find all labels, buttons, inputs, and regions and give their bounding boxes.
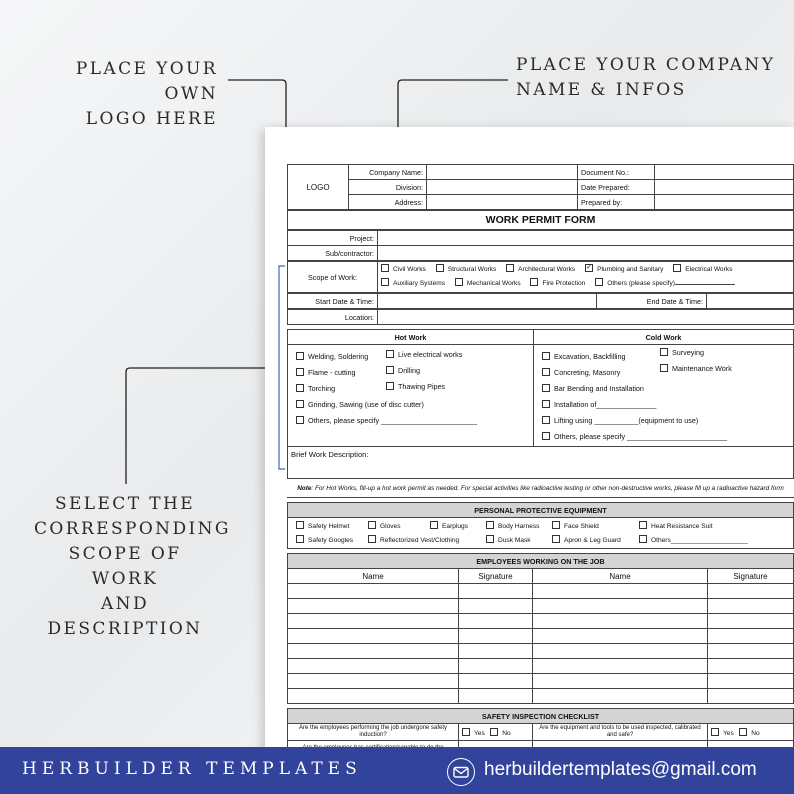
checkbox[interactable] <box>542 352 550 360</box>
project-label: Project: <box>288 231 378 246</box>
option-label: Welding, Soldering <box>308 352 369 361</box>
ppe-option[interactable] <box>486 521 552 530</box>
table-row <box>288 614 794 629</box>
work-permit-form <box>287 164 794 756</box>
checkbox[interactable] <box>386 382 394 390</box>
option-label: Safety Helmet <box>308 523 350 530</box>
scope-option-label: Architectural Works <box>518 266 576 273</box>
option-label: Reflectorized Vest/Clothing <box>380 537 460 544</box>
option-label: Torching <box>308 384 336 393</box>
cold-work-option[interactable] <box>660 361 732 377</box>
checkbox[interactable] <box>296 352 304 360</box>
option-label: Live electrical works <box>398 350 463 359</box>
location-field[interactable] <box>378 310 794 325</box>
location-table <box>287 309 794 325</box>
name-cell[interactable] <box>288 644 459 659</box>
signature-cell[interactable] <box>708 659 794 674</box>
checkbox[interactable] <box>530 278 538 286</box>
checkbox[interactable] <box>542 432 550 440</box>
checkbox[interactable] <box>542 416 550 424</box>
checkbox[interactable] <box>368 535 376 543</box>
ppe-option[interactable] <box>552 535 639 544</box>
checkbox[interactable] <box>381 264 389 272</box>
employees-table <box>287 553 794 704</box>
name-cell[interactable] <box>533 599 708 614</box>
ppe-options <box>288 518 794 549</box>
table-row <box>288 644 794 659</box>
scope-option-label: Electrical Works <box>685 266 733 273</box>
scope-callout-line: CORRESPONDING <box>34 519 231 539</box>
name-cell[interactable] <box>533 614 708 629</box>
form-paper <box>265 127 794 767</box>
header-table <box>287 164 794 210</box>
checkbox[interactable] <box>506 264 514 272</box>
datetime-table <box>287 293 794 309</box>
scope-option[interactable] <box>506 263 575 277</box>
document-no-field[interactable] <box>655 165 794 180</box>
checkbox[interactable] <box>673 264 681 272</box>
email-address[interactable]: herbuildertemplates@gmail.com <box>484 759 757 780</box>
scope-option[interactable] <box>436 263 497 277</box>
table-row <box>288 599 794 614</box>
checkbox[interactable] <box>296 416 304 424</box>
project-field[interactable] <box>378 231 794 246</box>
checkbox[interactable] <box>296 400 304 408</box>
note-text: : For Hot Works, fill-up a hot work permit as needed. For special activities like radioactive testing or other non-destructive works, please fill up a radioactive hazard form <box>311 485 784 492</box>
checkbox[interactable] <box>660 348 668 356</box>
company-name-field[interactable] <box>427 165 578 180</box>
checkbox[interactable] <box>486 535 494 543</box>
checkbox[interactable] <box>552 535 560 543</box>
name-cell[interactable] <box>533 674 708 689</box>
work-type-table <box>287 329 794 479</box>
checkbox[interactable] <box>639 521 647 529</box>
signature-cell[interactable] <box>708 689 794 704</box>
brief-description-label: Brief Work Description: <box>291 450 369 459</box>
option-label: Others, please specify ________________________ <box>308 416 478 425</box>
checkbox[interactable] <box>490 728 498 736</box>
cold-work-option[interactable] <box>542 397 727 413</box>
scope-table <box>287 261 794 293</box>
option-label: Safety Googles <box>308 537 354 544</box>
checkbox[interactable] <box>542 400 550 408</box>
scope-option-label: Civil Works <box>393 266 426 273</box>
name-cell[interactable] <box>533 689 708 704</box>
scope-option[interactable] <box>381 263 426 277</box>
cold-work-header: Cold Work <box>534 330 794 345</box>
hot-work-col2 <box>386 347 462 395</box>
scope-option-label: Structural Works <box>447 266 497 273</box>
ppe-option[interactable] <box>552 521 639 530</box>
note <box>287 479 794 498</box>
signature-cell[interactable] <box>708 614 794 629</box>
no-label: No <box>751 729 760 737</box>
ppe-option[interactable] <box>430 521 486 530</box>
prepared-by-field[interactable] <box>655 195 794 210</box>
cold-work-col2 <box>660 345 732 377</box>
ppe-option[interactable] <box>368 535 486 544</box>
ppe-header: PERSONAL PROTECTIVE EQUIPMENT <box>288 503 794 518</box>
scope-option-label: Plumbing and Sanitary <box>597 266 664 273</box>
prepared-by-label: Prepared by: <box>578 195 655 210</box>
yes-no-choice[interactable] <box>708 724 794 741</box>
scope-options <box>378 262 794 293</box>
ppe-row <box>296 535 748 544</box>
form-title: WORK PERMIT FORM <box>288 211 794 230</box>
checkbox[interactable] <box>542 368 550 376</box>
brief-description-field[interactable] <box>288 447 794 479</box>
signature-cell[interactable] <box>708 674 794 689</box>
scope-label: Scope of Work: <box>288 262 378 293</box>
hot-work-option[interactable] <box>386 363 462 379</box>
name-cell[interactable] <box>288 584 459 599</box>
date-prepared-field[interactable] <box>655 180 794 195</box>
checkbox[interactable] <box>386 350 394 358</box>
ppe-option[interactable] <box>296 535 368 544</box>
scope-callout-line: SCOPE OF WORK <box>68 544 182 589</box>
checkbox[interactable] <box>711 728 719 736</box>
checkbox[interactable] <box>739 728 747 736</box>
document-no-label: Document No.: <box>578 165 655 180</box>
hot-work-options <box>288 345 534 447</box>
end-datetime-label: End Date & Time: <box>597 294 707 309</box>
yes-label: Yes <box>474 729 485 737</box>
division-field[interactable] <box>427 180 578 195</box>
ppe-row <box>296 521 713 530</box>
scope-bracket <box>277 265 287 471</box>
option-label: Others_____________________ <box>651 537 748 544</box>
checkbox[interactable] <box>436 264 444 272</box>
checkbox[interactable] <box>430 521 438 529</box>
subcontractor-label: Sub/contractor: <box>288 246 378 261</box>
name-cell[interactable] <box>533 659 708 674</box>
scope-option-label: Others (please specify) <box>607 280 675 287</box>
option-label: Heat Resistance Suit <box>651 523 713 530</box>
ppe-option[interactable] <box>296 521 368 530</box>
signature-cell[interactable] <box>459 629 533 644</box>
table-row <box>288 674 794 689</box>
scope-option[interactable] <box>585 263 663 277</box>
date-prepared-label: Date Prepared: <box>578 180 655 195</box>
company-name-label: Company Name: <box>349 165 427 180</box>
option-label: Drilling <box>398 366 420 375</box>
signature-cell[interactable] <box>708 584 794 599</box>
hot-work-header: Hot Work <box>288 330 534 345</box>
option-label: Dusk Mask <box>498 537 531 544</box>
subcontractor-field[interactable] <box>378 246 794 261</box>
signature-cell[interactable] <box>459 689 533 704</box>
option-label: Surveying <box>672 348 704 357</box>
option-label: Apron & Leg Guard <box>564 537 621 544</box>
hot-work-option[interactable] <box>386 347 462 363</box>
hot-work-option[interactable] <box>296 397 477 413</box>
hot-work-option[interactable] <box>386 379 462 395</box>
start-datetime-label: Start Date & Time: <box>288 294 378 309</box>
checkbox[interactable] <box>462 728 470 736</box>
name-cell[interactable] <box>533 629 708 644</box>
col-header-signature: Signature <box>708 569 794 584</box>
option-label: Thawing Pipes <box>398 382 446 391</box>
checkbox[interactable] <box>486 521 494 529</box>
name-cell[interactable] <box>288 629 459 644</box>
checkbox[interactable] <box>595 278 603 286</box>
table-row <box>288 629 794 644</box>
scope-callout-line: SELECT THE <box>54 494 196 514</box>
signature-cell[interactable] <box>459 584 533 599</box>
no-label: No <box>502 729 511 737</box>
scope-option-label: Fire Protection <box>542 280 586 287</box>
name-cell[interactable] <box>288 599 459 614</box>
company-callout-line: NAME & INFOS <box>516 80 687 100</box>
scope-option[interactable] <box>381 277 445 291</box>
checkbox[interactable] <box>296 384 304 392</box>
option-label: Gloves <box>380 523 401 530</box>
ppe-option[interactable] <box>486 535 552 544</box>
option-label: Earplugs <box>442 523 469 530</box>
table-row <box>288 584 794 599</box>
checkbox[interactable] <box>542 384 550 392</box>
start-datetime-field[interactable] <box>378 294 597 309</box>
col-header-name: Name <box>533 569 708 584</box>
table-row <box>288 689 794 704</box>
scope-option[interactable] <box>595 277 735 291</box>
title-table <box>287 210 794 230</box>
signature-cell[interactable] <box>459 644 533 659</box>
company-callout-line: PLACE YOUR COMPANY <box>516 55 776 75</box>
cold-work-option[interactable] <box>542 429 727 445</box>
name-cell[interactable] <box>288 689 459 704</box>
logo-callout-line: PLACE YOUR OWN <box>75 59 218 104</box>
option-label: Installation of_______________ <box>554 400 657 409</box>
ppe-option[interactable] <box>639 535 748 544</box>
checkbox[interactable] <box>660 364 668 372</box>
ppe-option[interactable] <box>368 521 430 530</box>
address-field[interactable] <box>427 195 578 210</box>
scope-arrow-line <box>126 368 270 484</box>
cold-work-option[interactable] <box>542 413 727 429</box>
ppe-option[interactable] <box>639 521 713 530</box>
note-label: Note <box>297 485 312 492</box>
checkbox[interactable] <box>296 521 304 529</box>
name-cell[interactable] <box>288 659 459 674</box>
logo-callout-line: LOGO HERE <box>85 109 218 129</box>
division-label: Division: <box>349 180 427 195</box>
name-cell[interactable] <box>533 644 708 659</box>
cold-work-option[interactable] <box>542 381 727 397</box>
option-label: Maintenance Work <box>672 364 732 373</box>
scope-option-label: Auxiliary Systems <box>393 280 446 287</box>
logo-placeholder: LOGO <box>288 165 349 210</box>
brand-name: HERBUILDER TEMPLATES <box>22 759 362 779</box>
signature-cell[interactable] <box>708 644 794 659</box>
checklist-header: SAFETY INSPECTION CHECKLIST <box>288 709 794 724</box>
cold-work-options <box>534 345 794 447</box>
col-header-signature: Signature <box>459 569 533 584</box>
brand-banner <box>0 747 794 794</box>
option-label: Bar Bending and Installation <box>554 384 644 393</box>
others-blank[interactable] <box>675 278 735 285</box>
signature-cell[interactable] <box>708 629 794 644</box>
scope-option[interactable] <box>530 277 585 291</box>
option-label: Concreting, Masonry <box>554 368 621 377</box>
signature-cell[interactable] <box>459 599 533 614</box>
checkbox[interactable] <box>386 366 394 374</box>
checkbox-checked[interactable] <box>585 264 593 272</box>
checkbox[interactable] <box>296 535 304 543</box>
signature-cell[interactable] <box>708 599 794 614</box>
signature-cell[interactable] <box>459 674 533 689</box>
ppe-table <box>287 502 794 549</box>
scope-option[interactable] <box>455 277 521 291</box>
checkbox[interactable] <box>552 521 560 529</box>
scope-option[interactable] <box>673 263 732 277</box>
hot-work-option[interactable] <box>296 413 477 429</box>
end-datetime-field[interactable] <box>707 294 794 309</box>
checkbox[interactable] <box>368 521 376 529</box>
project-table <box>287 230 794 261</box>
signature-cell[interactable] <box>459 659 533 674</box>
option-label: Lifting using ___________(equipment to use) <box>554 416 699 425</box>
employees-header: EMPLOYEES WORKING ON THE JOB <box>288 554 794 569</box>
option-label: Excavation, Backfilling <box>554 352 626 361</box>
option-label: Face Shield <box>564 523 599 530</box>
option-label: Others, please specify _________________________ <box>554 432 728 441</box>
table-row <box>288 659 794 674</box>
name-cell[interactable] <box>288 674 459 689</box>
option-label: Flame - cutting <box>308 368 356 377</box>
checkbox[interactable] <box>639 535 647 543</box>
signature-cell[interactable] <box>459 614 533 629</box>
scope-callout-line: AND DESCRIPTION <box>47 594 203 639</box>
checkbox[interactable] <box>455 278 463 286</box>
location-label: Location: <box>288 310 378 325</box>
yes-no-choice[interactable] <box>459 724 533 741</box>
checkbox[interactable] <box>296 368 304 376</box>
cold-work-option[interactable] <box>660 345 732 361</box>
name-cell[interactable] <box>288 614 459 629</box>
option-label: Grinding, Sawing (use of disc cutter) <box>308 400 424 409</box>
checklist-question: Are the employees performing the job undergone safety induction? <box>288 724 459 741</box>
option-label: Body Harness <box>498 523 540 530</box>
yes-label: Yes <box>723 729 734 737</box>
mail-icon <box>447 758 475 786</box>
address-label: Address: <box>349 195 427 210</box>
scope-option-label: Mechanical Works <box>466 280 521 287</box>
checklist-question: Are the equipment and tools to be used inspected, calibrated and safe? <box>533 724 708 741</box>
checkbox[interactable] <box>381 278 389 286</box>
name-cell[interactable] <box>533 584 708 599</box>
col-header-name: Name <box>288 569 459 584</box>
